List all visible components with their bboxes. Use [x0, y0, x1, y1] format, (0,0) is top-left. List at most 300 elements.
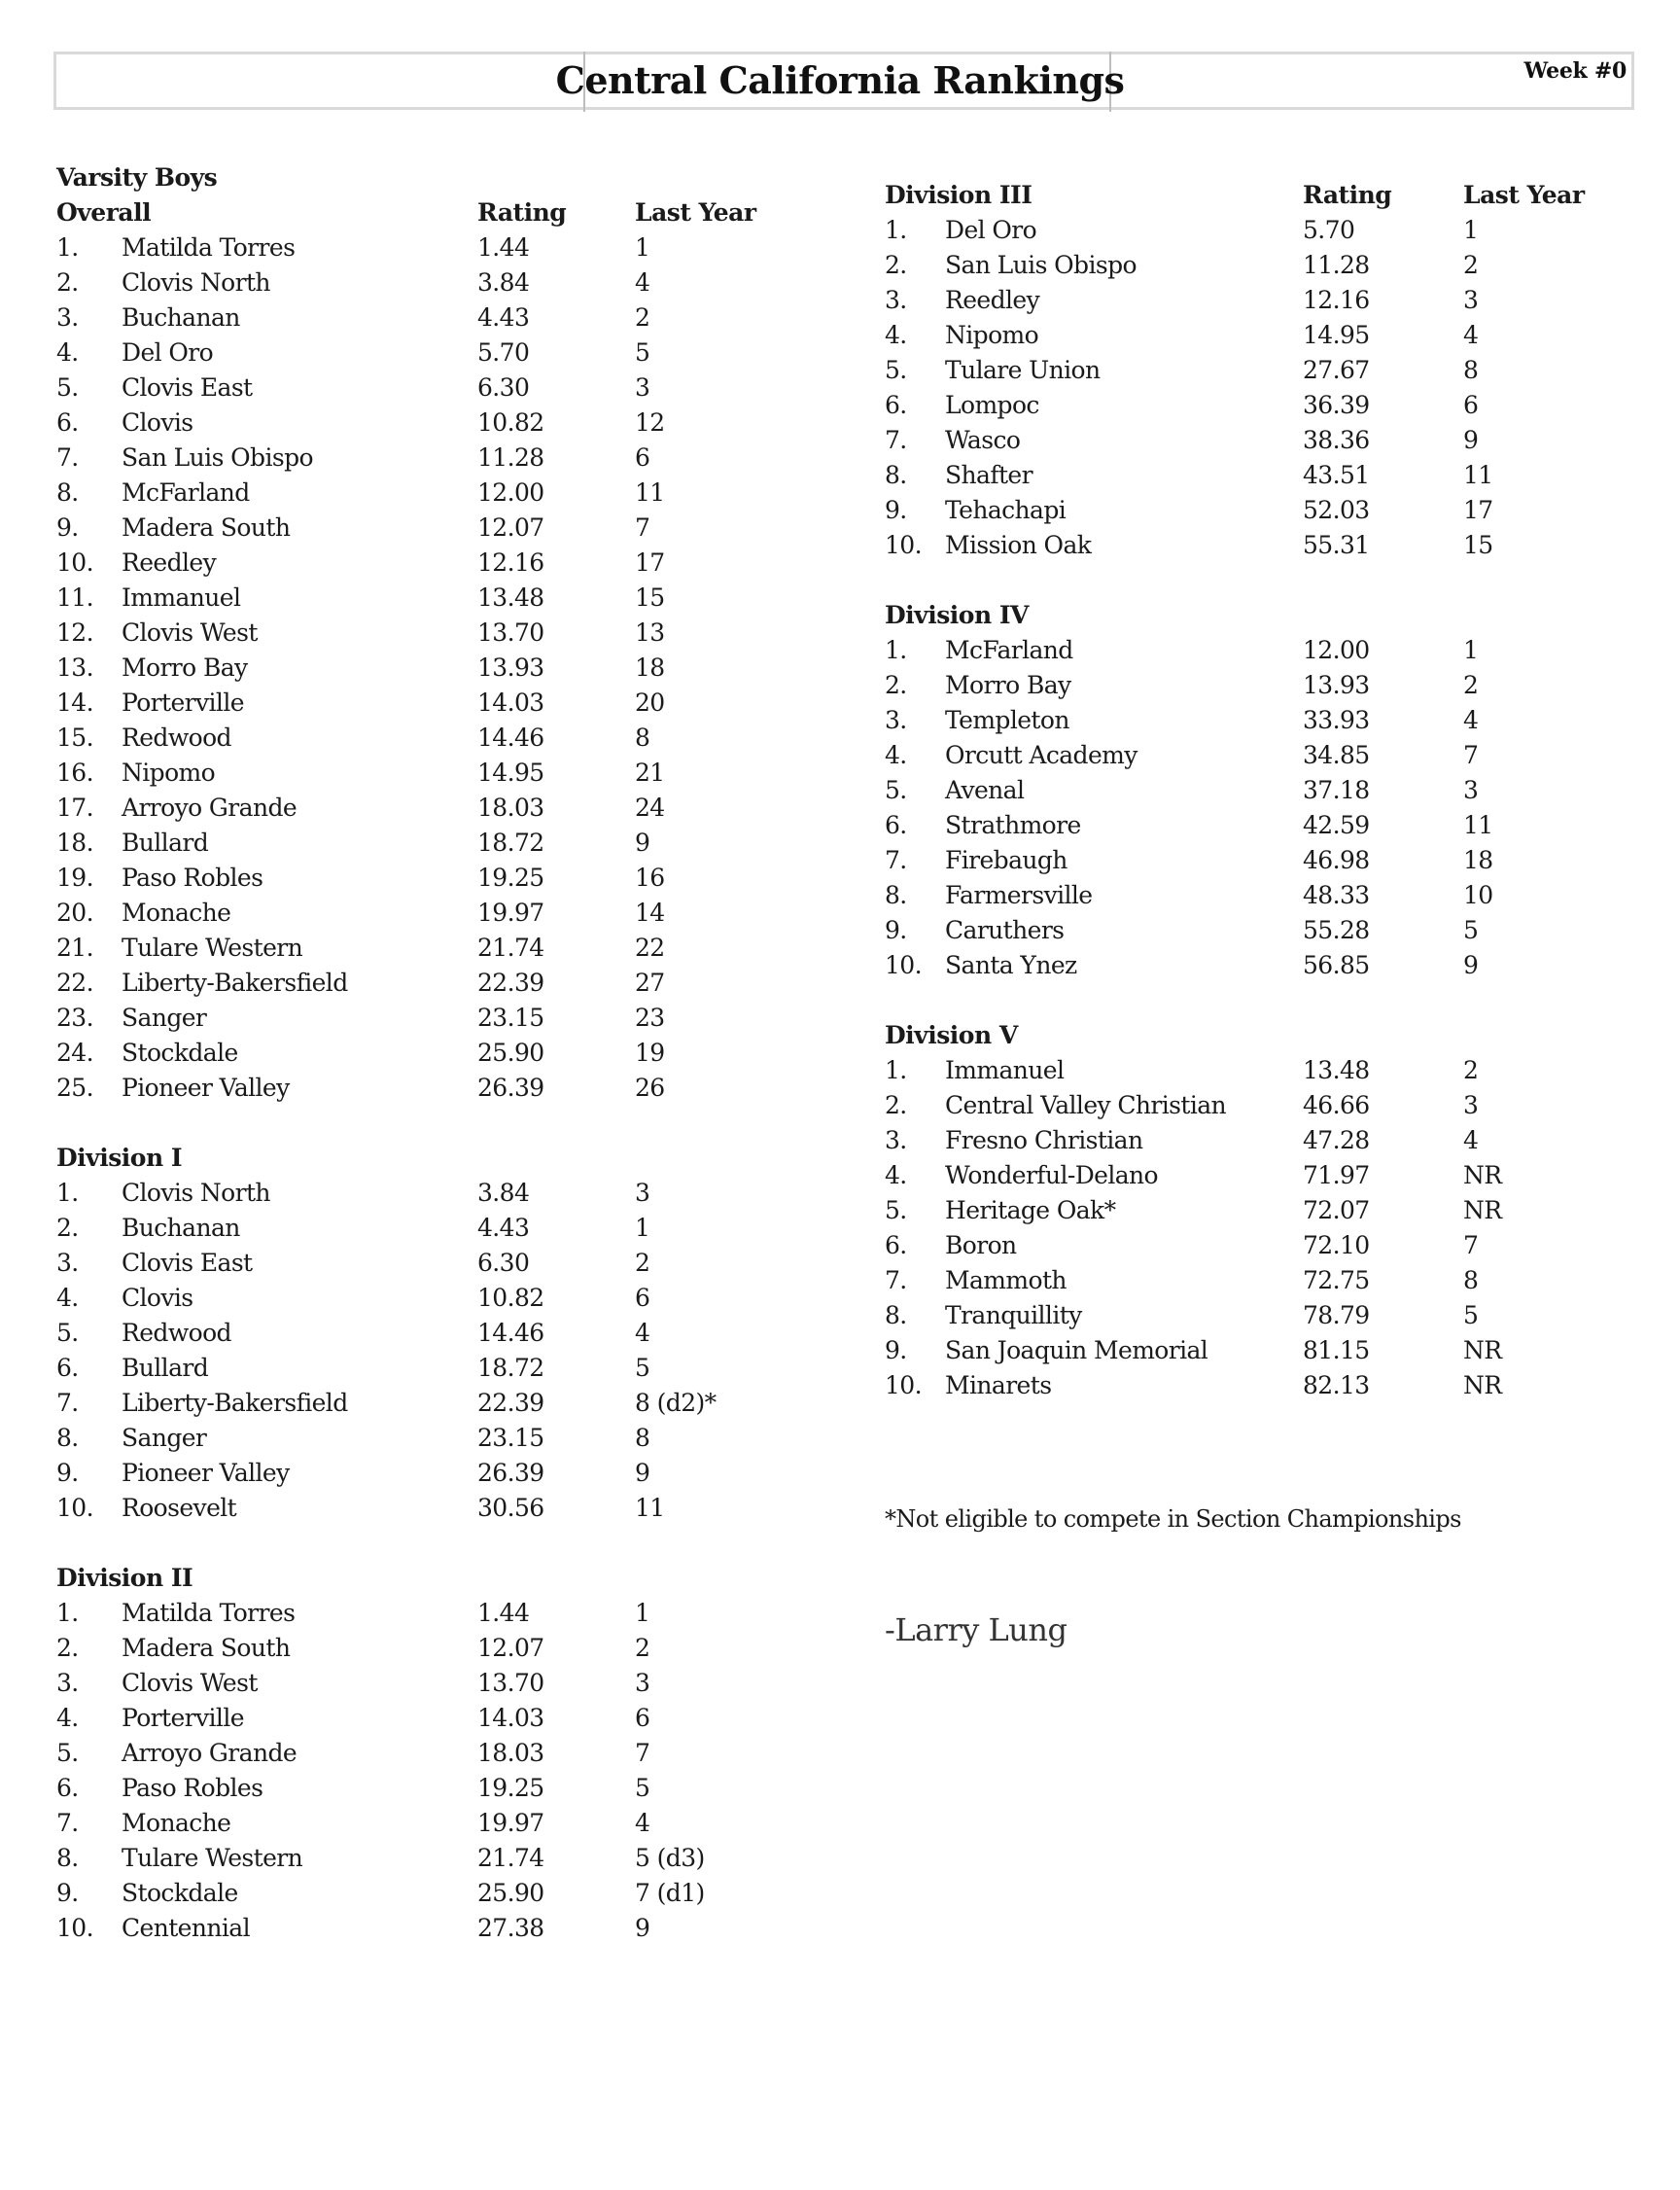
- rating-value: 55.31: [1303, 531, 1370, 559]
- rating-value: 6.30: [477, 1249, 530, 1277]
- rank: 6.: [885, 391, 907, 419]
- rating-value: 22.39: [477, 969, 544, 997]
- team-name: Redwood: [122, 1319, 231, 1347]
- team-name: Nipomo: [945, 321, 1039, 349]
- team-name: Clovis North: [122, 1179, 270, 1207]
- table-row: [56, 371, 815, 406]
- table-row: [885, 1333, 1643, 1368]
- rank: 3.: [885, 1126, 907, 1154]
- rank: 5.: [885, 356, 907, 384]
- section-title: Division II: [56, 1564, 193, 1592]
- last-year-value: 22: [635, 934, 665, 962]
- last-year-value: 4: [635, 1809, 650, 1837]
- team-name: Avenal: [945, 776, 1025, 804]
- rating-value: 18.03: [477, 794, 544, 822]
- table-row: [885, 1123, 1643, 1158]
- rating-value: 25.90: [477, 1039, 544, 1067]
- rank: 1.: [56, 1179, 79, 1207]
- rank: 1.: [885, 636, 907, 664]
- rating-value: 12.00: [1303, 636, 1370, 664]
- rating-value: 11.28: [1303, 251, 1370, 279]
- rating-value: 46.98: [1303, 846, 1370, 874]
- table-row: [885, 1158, 1643, 1193]
- rating-value: 13.70: [477, 618, 544, 647]
- team-name: Lompoc: [945, 391, 1039, 419]
- rating-value: 13.93: [477, 653, 544, 682]
- rank: 3.: [56, 1669, 79, 1697]
- rank: 12.: [56, 618, 93, 647]
- table-row: [56, 581, 815, 616]
- last-year-value: 11: [635, 1494, 665, 1522]
- rating-value: 6.30: [477, 373, 530, 402]
- rating-value: 19.25: [477, 1774, 544, 1802]
- rating-value: 11.28: [477, 443, 544, 472]
- team-name: Wasco: [945, 426, 1021, 454]
- table-row: [56, 230, 815, 265]
- table-row: [56, 651, 815, 686]
- last-year-value: 3: [1463, 776, 1479, 804]
- rating-value: 18.72: [477, 829, 544, 857]
- rank: 2.: [56, 1634, 79, 1662]
- rating-value: 18.03: [477, 1739, 544, 1767]
- last-year-value: 5: [1463, 916, 1479, 944]
- rank: 4.: [885, 321, 907, 349]
- last-year-value: 18: [1463, 846, 1493, 874]
- table-row: [56, 1001, 815, 1036]
- table-row: [56, 1491, 815, 1526]
- table-row: [885, 1368, 1643, 1403]
- rank: 5.: [885, 1196, 907, 1224]
- last-year-value: 3: [635, 1669, 650, 1697]
- team-name: Arroyo Grande: [122, 1739, 298, 1767]
- rank: 9.: [56, 1879, 79, 1907]
- table-row: [56, 511, 815, 546]
- team-name: Bullard: [122, 1354, 209, 1382]
- rating-value: 78.79: [1303, 1301, 1370, 1329]
- rank: 5.: [885, 776, 907, 804]
- rank: 15.: [56, 724, 93, 752]
- table-row: [56, 1351, 815, 1386]
- rank: 7.: [885, 846, 907, 874]
- team-name: Sanger: [122, 1424, 207, 1452]
- last-year-value: 9: [635, 1459, 650, 1487]
- last-year-value: 26: [635, 1074, 665, 1102]
- last-year-value: 4: [1463, 706, 1479, 734]
- team-name: Buchanan: [122, 1214, 240, 1242]
- team-name: Tranquillity: [945, 1301, 1082, 1329]
- last-year-value: 11: [635, 478, 665, 507]
- table-row: [56, 791, 815, 826]
- rank: 5.: [56, 1319, 79, 1347]
- last-year-value: 6: [635, 1704, 650, 1732]
- rank: 3.: [56, 303, 79, 332]
- last-year-value: 5: [1463, 1301, 1479, 1329]
- rating-value: 14.95: [1303, 321, 1370, 349]
- page-title: Central California Rankings: [555, 58, 1125, 102]
- team-name: Paso Robles: [122, 1774, 263, 1802]
- team-name: Sanger: [122, 1004, 207, 1032]
- rank: 5.: [56, 373, 79, 402]
- rank: 7.: [885, 1266, 907, 1294]
- table-row: [885, 528, 1643, 563]
- rating-value: 48.33: [1303, 881, 1370, 909]
- last-year-value: 6: [1463, 391, 1479, 419]
- team-name: Madera South: [122, 513, 291, 542]
- table-row: [56, 1316, 815, 1351]
- division-2-header: [56, 1561, 815, 1596]
- last-year-value: 21: [635, 759, 665, 787]
- table-row: [56, 406, 815, 441]
- rank: 7.: [56, 443, 79, 472]
- rating-value: 52.03: [1303, 496, 1370, 524]
- table-row: [56, 896, 815, 931]
- table-row: [56, 1876, 815, 1911]
- rating-value: 14.46: [477, 724, 544, 752]
- rank: 16.: [56, 759, 93, 787]
- team-name: Stockdale: [122, 1879, 238, 1907]
- rating-value: 71.97: [1303, 1161, 1370, 1189]
- rank: 7.: [56, 1809, 79, 1837]
- rank: 9.: [885, 916, 907, 944]
- last-year-value: 11: [1463, 811, 1493, 839]
- table-row: [56, 721, 815, 756]
- table-row: [56, 336, 815, 371]
- table-row: [56, 616, 815, 651]
- table-row: [885, 738, 1643, 773]
- table-row: [56, 1806, 815, 1841]
- rating-value: 21.74: [477, 934, 544, 962]
- table-row: [56, 1911, 815, 1946]
- last-year-value: 1: [635, 1214, 650, 1242]
- table-row: [56, 546, 815, 581]
- table-row: [56, 1421, 815, 1456]
- overall-header: [56, 195, 815, 230]
- rank: 9.: [56, 513, 79, 542]
- team-name: Centennial: [122, 1914, 250, 1942]
- last-year-value: 18: [635, 653, 665, 682]
- last-year-value: 13: [635, 618, 665, 647]
- rating-value: 37.18: [1303, 776, 1370, 804]
- team-name: Del Oro: [945, 216, 1037, 244]
- team-name: Caruthers: [945, 916, 1065, 944]
- rank: 1.: [56, 1599, 79, 1627]
- rating-value: 4.43: [477, 303, 530, 332]
- team-name: Paso Robles: [122, 864, 263, 892]
- rating-value: 25.90: [477, 1879, 544, 1907]
- last-year-value: 9: [635, 829, 650, 857]
- team-name: Arroyo Grande: [122, 794, 298, 822]
- rank: 6.: [56, 1354, 79, 1382]
- rating-value: 72.75: [1303, 1266, 1370, 1294]
- rank: 2.: [56, 1214, 79, 1242]
- rank: 14.: [56, 689, 93, 717]
- rating-value: 13.48: [1303, 1056, 1370, 1084]
- rating-value: 55.28: [1303, 916, 1370, 944]
- table-row: [885, 423, 1643, 458]
- rank: 24.: [56, 1039, 93, 1067]
- last-year-value: 3: [635, 1179, 650, 1207]
- rank: 8.: [885, 881, 907, 909]
- rating-value: 36.39: [1303, 391, 1370, 419]
- last-year-value: 7: [1463, 1231, 1479, 1259]
- table-row: [885, 808, 1643, 843]
- last-year-value: 17: [635, 548, 665, 577]
- division-1-header: [56, 1141, 815, 1176]
- team-name: Liberty-Bakersfield: [122, 969, 348, 997]
- team-name: Redwood: [122, 724, 231, 752]
- last-year-value: 2: [1463, 671, 1479, 699]
- team-name: Santa Ynez: [945, 951, 1077, 979]
- last-year-value: 2: [635, 1249, 650, 1277]
- rating-value: 81.15: [1303, 1336, 1370, 1364]
- last-year-value: 15: [635, 583, 665, 612]
- rating-value: 27.67: [1303, 356, 1370, 384]
- rank: 8.: [56, 1844, 79, 1872]
- rating-column-header: Rating: [1303, 181, 1392, 209]
- table-row: [885, 703, 1643, 738]
- last-year-column-header: Last Year: [1463, 181, 1585, 209]
- table-row: [56, 1666, 815, 1701]
- team-name: Tulare Western: [122, 934, 303, 962]
- table-row: [56, 1841, 815, 1876]
- team-name: Minarets: [945, 1371, 1052, 1399]
- table-row: [56, 1631, 815, 1666]
- rating-value: 38.36: [1303, 426, 1370, 454]
- table-row: [56, 441, 815, 476]
- rank: 8.: [885, 1301, 907, 1329]
- last-year-value: 6: [635, 1284, 650, 1312]
- last-year-value: 3: [1463, 286, 1479, 314]
- team-name: Clovis East: [122, 1249, 253, 1277]
- table-row: [885, 458, 1643, 493]
- rank: 4.: [56, 1704, 79, 1732]
- team-name: Roosevelt: [122, 1494, 237, 1522]
- last-year-value: 7: [635, 1739, 650, 1767]
- rank: 25.: [56, 1074, 93, 1102]
- rank: 6.: [885, 811, 907, 839]
- rating-value: 22.39: [477, 1389, 544, 1417]
- rating-value: 72.10: [1303, 1231, 1370, 1259]
- rank: 10.: [56, 548, 93, 577]
- team-name: Strathmore: [945, 811, 1081, 839]
- rating-value: 12.16: [1303, 286, 1370, 314]
- table-row: [885, 318, 1643, 353]
- team-name: Immanuel: [122, 583, 241, 612]
- last-year-value: 2: [1463, 1056, 1479, 1084]
- table-row: [885, 1263, 1643, 1298]
- rating-value: 14.95: [477, 759, 544, 787]
- rank: 20.: [56, 899, 93, 927]
- rating-value: 14.03: [477, 689, 544, 717]
- rank: 2.: [885, 671, 907, 699]
- rank: 21.: [56, 934, 93, 962]
- rating-value: 27.38: [477, 1914, 544, 1942]
- rank: 18.: [56, 829, 93, 857]
- table-row: [56, 1176, 815, 1211]
- last-year-value: 7 (d1): [635, 1879, 705, 1907]
- rank: 17.: [56, 794, 93, 822]
- week-label: Week #0: [1523, 58, 1627, 84]
- team-name: Nipomo: [122, 759, 216, 787]
- last-year-value: 4: [635, 268, 650, 297]
- team-name: Porterville: [122, 689, 244, 717]
- team-name: Porterville: [122, 1704, 244, 1732]
- last-year-value: 5: [635, 338, 650, 367]
- table-row: [56, 300, 815, 336]
- table-row: [885, 948, 1643, 983]
- team-name: Reedley: [122, 548, 217, 577]
- rating-value: 14.03: [477, 1704, 544, 1732]
- team-name: Firebaugh: [945, 846, 1068, 874]
- last-year-value: 3: [635, 373, 650, 402]
- table-row: [885, 633, 1643, 668]
- table-row: [885, 668, 1643, 703]
- rank: 8.: [56, 478, 79, 507]
- rank: 6.: [56, 408, 79, 437]
- table-row: [56, 861, 815, 896]
- team-name: Bullard: [122, 829, 209, 857]
- team-name: McFarland: [945, 636, 1073, 664]
- table-row: [56, 1071, 815, 1106]
- last-year-value: 8: [635, 1424, 650, 1452]
- team-name: Morro Bay: [122, 653, 248, 682]
- table-row: [56, 1036, 815, 1071]
- last-year-value: 8: [635, 724, 650, 752]
- table-row: [885, 213, 1643, 248]
- rank: 9.: [885, 1336, 907, 1364]
- rank: 9.: [56, 1459, 79, 1487]
- team-name: McFarland: [122, 478, 250, 507]
- rating-value: 23.15: [477, 1004, 544, 1032]
- team-name: Orcutt Academy: [945, 741, 1138, 769]
- rating-value: 14.46: [477, 1319, 544, 1347]
- table-row: [56, 476, 815, 511]
- rank: 7.: [885, 426, 907, 454]
- last-year-value: 2: [635, 1634, 650, 1662]
- rating-value: 13.48: [477, 583, 544, 612]
- rating-value: 12.07: [477, 513, 544, 542]
- last-year-value: 9: [635, 1914, 650, 1942]
- rating-value: 33.93: [1303, 706, 1370, 734]
- team-name: Boron: [945, 1231, 1017, 1259]
- table-row: [885, 878, 1643, 913]
- table-row: [56, 826, 815, 861]
- team-name: Wonderful-Delano: [945, 1161, 1158, 1189]
- rank: 10.: [56, 1914, 93, 1942]
- table-row: [56, 1246, 815, 1281]
- rating-value: 12.16: [477, 548, 544, 577]
- last-year-value: 17: [1463, 496, 1493, 524]
- rank: 2.: [885, 1091, 907, 1119]
- team-name: San Joaquin Memorial: [945, 1336, 1208, 1364]
- rating-value: 47.28: [1303, 1126, 1370, 1154]
- last-year-value: NR: [1463, 1161, 1502, 1189]
- team-name: Monache: [122, 1809, 231, 1837]
- rank: 4.: [56, 1284, 79, 1312]
- last-year-value: 5 (d3): [635, 1844, 705, 1872]
- rating-value: 5.70: [1303, 216, 1355, 244]
- table-row: [885, 1228, 1643, 1263]
- division-5-header: [885, 1018, 1643, 1053]
- last-year-value: 1: [1463, 636, 1479, 664]
- last-year-value: 5: [635, 1354, 650, 1382]
- team-name: Morro Bay: [945, 671, 1071, 699]
- rank: 10.: [885, 951, 922, 979]
- table-row: [885, 248, 1643, 283]
- team-name: San Luis Obispo: [945, 251, 1137, 279]
- rating-value: 18.72: [477, 1354, 544, 1382]
- team-name: Pioneer Valley: [122, 1459, 290, 1487]
- team-name: Fresno Christian: [945, 1126, 1143, 1154]
- section-title: Division V: [885, 1021, 1018, 1049]
- team-name: San Luis Obispo: [122, 443, 313, 472]
- rating-value: 12.00: [477, 478, 544, 507]
- section-title: Division I: [56, 1144, 183, 1172]
- table-row: [885, 1298, 1643, 1333]
- last-year-value: 2: [635, 303, 650, 332]
- rating-value: 19.97: [477, 899, 544, 927]
- last-year-value: 6: [635, 443, 650, 472]
- last-year-value: 12: [635, 408, 665, 437]
- rating-value: 56.85: [1303, 951, 1370, 979]
- table-row: [885, 1053, 1643, 1088]
- table-row: [885, 1088, 1643, 1123]
- last-year-value: 4: [1463, 321, 1479, 349]
- last-year-value: 8: [1463, 1266, 1479, 1294]
- team-name: Liberty-Bakersfield: [122, 1389, 348, 1417]
- rank: 13.: [56, 653, 93, 682]
- last-year-value: 7: [1463, 741, 1479, 769]
- table-row: [885, 773, 1643, 808]
- rating-value: 82.13: [1303, 1371, 1370, 1399]
- team-name: Matilda Torres: [122, 1599, 296, 1627]
- rank: 2.: [56, 268, 79, 297]
- team-name: Shafter: [945, 461, 1032, 489]
- rank: 1.: [56, 233, 79, 262]
- last-year-value: 11: [1463, 461, 1493, 489]
- team-name: Farmersville: [945, 881, 1093, 909]
- table-row: [885, 913, 1643, 948]
- table-row: [56, 756, 815, 791]
- rating-value: 43.51: [1303, 461, 1370, 489]
- last-year-value: 10: [1463, 881, 1493, 909]
- table-row: [56, 1771, 815, 1806]
- rank: 8.: [56, 1424, 79, 1452]
- team-name: Clovis West: [122, 618, 258, 647]
- team-name: Pioneer Valley: [122, 1074, 290, 1102]
- table-row: [56, 1281, 815, 1316]
- team-name: Madera South: [122, 1634, 291, 1662]
- rank: 6.: [885, 1231, 907, 1259]
- signature: -Larry Lung: [885, 1611, 1068, 1648]
- team-name: Clovis: [122, 1284, 193, 1312]
- last-year-value: 9: [1463, 951, 1479, 979]
- last-year-column-header: Last Year: [635, 198, 756, 227]
- rating-value: 21.74: [477, 1844, 544, 1872]
- last-year-value: 1: [1463, 216, 1479, 244]
- table-row: [56, 265, 815, 300]
- rating-value: 13.93: [1303, 671, 1370, 699]
- rating-value: 46.66: [1303, 1091, 1370, 1119]
- rating-value: 30.56: [477, 1494, 544, 1522]
- last-year-value: 15: [1463, 531, 1493, 559]
- rank: 11.: [56, 583, 93, 612]
- rank: 23.: [56, 1004, 93, 1032]
- table-row: [56, 1736, 815, 1771]
- division-3-header: [885, 178, 1643, 213]
- team-name: Heritage Oak*: [945, 1196, 1116, 1224]
- rating-value: 34.85: [1303, 741, 1370, 769]
